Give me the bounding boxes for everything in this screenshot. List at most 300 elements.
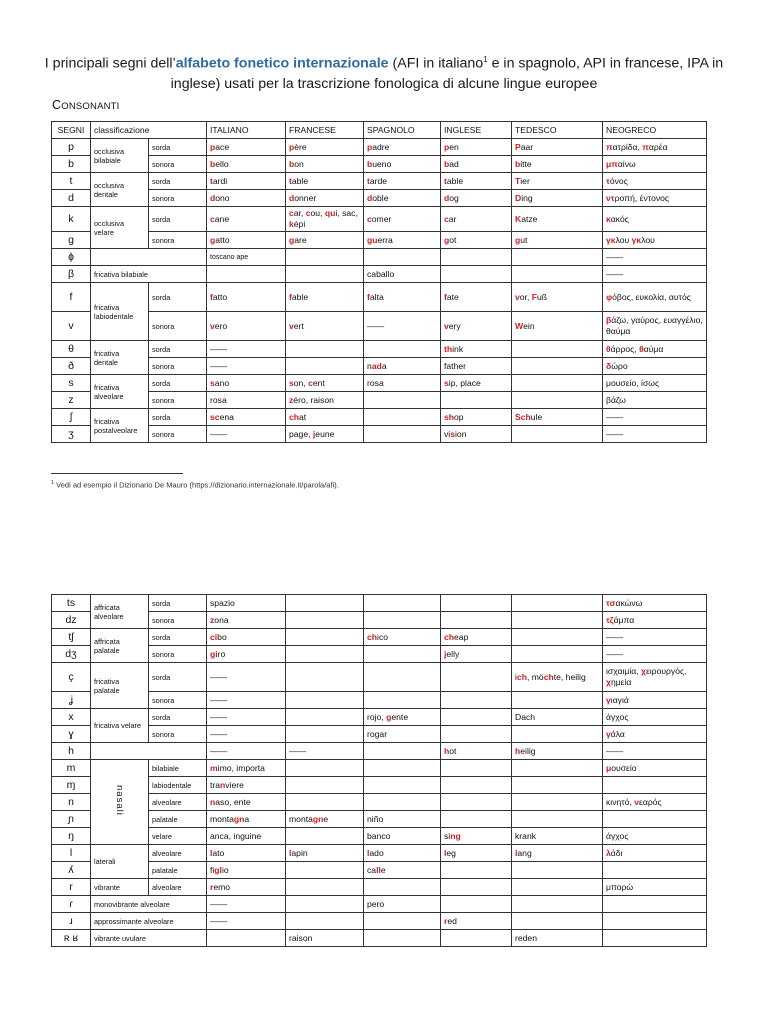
example-cell: dono <box>207 190 286 207</box>
example-cell <box>441 392 512 409</box>
example-cell: Schule <box>512 409 603 426</box>
header-inglese: INGLESE <box>441 122 512 139</box>
highlighted-grapheme: W <box>515 320 524 331</box>
highlighted-grapheme: b <box>515 158 521 169</box>
highlighted-grapheme: ch <box>367 631 378 642</box>
highlighted-grapheme: gu <box>367 234 378 245</box>
example-cell <box>512 392 603 409</box>
voicing-cell: sorda <box>149 375 207 392</box>
example-cell <box>286 692 364 709</box>
example-cell <box>441 811 512 828</box>
highlighted-grapheme: ch <box>444 631 455 642</box>
table-row <box>52 612 707 629</box>
ipa-symbol: ɣ <box>52 726 91 743</box>
highlighted-grapheme: t <box>210 175 213 186</box>
ipa-symbol: θ <box>52 341 91 358</box>
table-row <box>52 266 707 283</box>
highlighted-grapheme: κ <box>606 213 611 224</box>
place-cell: alveolare <box>149 794 207 811</box>
example-cell <box>512 358 603 375</box>
table-row <box>52 207 707 232</box>
ipa-symbol: ʒ <box>52 426 91 443</box>
classification-cell: fricativa palatale <box>91 663 149 709</box>
example-cell: got <box>441 232 512 249</box>
highlighted-grapheme: F <box>531 291 537 302</box>
table-row <box>52 794 707 811</box>
highlighted-grapheme: v <box>210 320 215 331</box>
highlighted-grapheme: ν <box>634 796 640 807</box>
header-neogreco: NEOGRECO <box>603 122 707 139</box>
title-text: e in spagnolo, API in francese, IPA in inglese) usati per la trascrizione fonologica di alcune lingue europee <box>170 55 724 92</box>
highlighted-grapheme: δ <box>606 360 612 371</box>
table-row <box>52 409 707 426</box>
highlighted-grapheme: qu <box>324 208 336 218</box>
example-cell <box>512 612 603 629</box>
example-cell <box>364 612 441 629</box>
classification-cell <box>91 760 149 845</box>
place-cell: palatale <box>149 862 207 879</box>
highlighted-grapheme: λ <box>606 847 611 858</box>
footnote-marker: 1 <box>483 55 488 64</box>
voicing-cell: sorda <box>149 629 207 646</box>
ipa-symbol: n <box>52 794 91 811</box>
consonants-table-1 <box>51 121 707 443</box>
example-cell <box>364 930 441 947</box>
highlighted-grapheme: gi <box>210 648 218 659</box>
example-cell: cheap <box>441 629 512 646</box>
voicing-cell: sonora <box>149 190 207 207</box>
highlighted-grapheme: f <box>444 291 447 302</box>
example-cell: ντροπή, έντονος <box>603 190 707 207</box>
example-cell <box>441 692 512 709</box>
highlighted-grapheme: τσ <box>606 597 616 608</box>
example-cell: spazio <box>207 595 286 612</box>
table-row <box>52 249 707 266</box>
highlighted-grapheme: v <box>289 320 294 331</box>
example-cell: very <box>441 312 512 341</box>
example-cell: —— <box>603 629 707 646</box>
example-cell: reden <box>512 930 603 947</box>
classification-cell: occlusiva bilabiale <box>91 139 149 173</box>
example-cell: μπαίνω <box>603 156 707 173</box>
classification-cell: fricativa dentale <box>91 341 149 375</box>
header-italiano: ITALIANO <box>207 122 286 139</box>
example-cell <box>207 266 286 283</box>
example-cell: vision <box>441 426 512 443</box>
example-cell <box>364 426 441 443</box>
header-segni: SEGNI <box>52 122 91 139</box>
example-cell: leg <box>441 845 512 862</box>
voicing-cell: sonora <box>149 692 207 709</box>
example-cell: πατρίδα, παρέα <box>603 139 707 156</box>
highlighted-grapheme: μπ <box>606 158 618 169</box>
example-cell <box>512 811 603 828</box>
example-cell: cane <box>207 207 286 232</box>
example-cell: —— <box>207 341 286 358</box>
example-cell <box>207 930 286 947</box>
example-cell: naso, ente <box>207 794 286 811</box>
table-row <box>52 426 707 443</box>
highlighted-grapheme: γ <box>606 694 611 705</box>
example-cell: calle <box>364 862 441 879</box>
example-cell: sing <box>441 828 512 845</box>
ipa-symbol: tʃ <box>52 629 91 646</box>
ipa-symbol: ɱ <box>52 777 91 794</box>
example-cell: donner <box>286 190 364 207</box>
highlighted-grapheme: sh <box>444 411 455 422</box>
example-cell: —— <box>207 896 286 913</box>
example-cell <box>286 663 364 692</box>
place-cell: alveolare <box>149 845 207 862</box>
highlighted-grapheme: φ <box>606 291 613 302</box>
ipa-symbol: dʒ <box>52 646 91 663</box>
example-cell: bad <box>441 156 512 173</box>
example-cell: βάζω <box>603 392 707 409</box>
example-cell <box>364 595 441 612</box>
highlighted-grapheme: T <box>515 175 521 186</box>
voicing-cell: sorda <box>149 173 207 190</box>
example-cell: ισχαιμία, χειρουργός, χημεία <box>603 663 707 692</box>
example-cell <box>286 913 364 930</box>
place-cell: velare <box>149 828 207 845</box>
table-row <box>52 930 707 947</box>
highlighted-grapheme: g <box>515 234 521 245</box>
highlighted-grapheme: v <box>515 291 520 302</box>
ipa-symbol: ɡ <box>52 232 91 249</box>
classification-cell: fricativa alveolare <box>91 375 149 409</box>
example-cell: vert <box>286 312 364 341</box>
example-cell: banco <box>364 828 441 845</box>
table-row <box>52 913 707 930</box>
example-cell: montagna <box>207 811 286 828</box>
example-cell: ich, möchte, heilig <box>512 663 603 692</box>
example-cell: —— <box>603 646 707 663</box>
highlighted-grapheme: t <box>289 175 292 186</box>
example-cell: gare <box>286 232 364 249</box>
example-cell: raison <box>286 930 364 947</box>
example-cell <box>512 896 603 913</box>
example-cell: anca, inguine <box>207 828 286 845</box>
highlighted-grapheme: τζ <box>606 614 614 625</box>
highlighted-grapheme: l <box>367 847 370 858</box>
header-spagnolo: SPAGNOLO <box>364 122 441 139</box>
example-cell: τόνος <box>603 173 707 190</box>
example-cell <box>286 249 364 266</box>
table-row <box>52 358 707 375</box>
highlighted-grapheme: h <box>444 745 450 756</box>
example-cell <box>512 249 603 266</box>
highlighted-grapheme: ci <box>210 631 218 642</box>
voicing-cell: sonora <box>149 312 207 341</box>
example-cell <box>286 760 364 777</box>
example-cell <box>286 709 364 726</box>
table-row <box>52 595 707 612</box>
highlighted-grapheme: θ <box>606 343 611 354</box>
ipa-symbol: ʎ <box>52 862 91 879</box>
ipa-symbol: f <box>52 283 91 312</box>
ipa-symbol: t <box>52 173 91 190</box>
highlighted-grapheme: ad <box>371 360 382 371</box>
example-cell <box>512 913 603 930</box>
example-cell: —— <box>207 726 286 743</box>
highlighted-grapheme: s <box>289 377 294 388</box>
example-cell: —— <box>207 743 286 760</box>
example-cell <box>364 249 441 266</box>
example-cell: page, jeune <box>286 426 364 443</box>
header-row <box>52 122 707 139</box>
example-cell: Ding <box>512 190 603 207</box>
example-cell <box>286 341 364 358</box>
table-row <box>52 283 707 312</box>
highlighted-grapheme: c <box>210 213 215 224</box>
example-cell: bitte <box>512 156 603 173</box>
example-cell: —— <box>207 358 286 375</box>
example-cell <box>512 426 603 443</box>
example-cell <box>364 341 441 358</box>
highlighted-grapheme: d <box>444 192 450 203</box>
classification-cell: fricativa bilabiale <box>91 266 207 283</box>
title-highlight: alfabeto fonetico internazionale <box>175 55 389 72</box>
example-cell: pace <box>207 139 286 156</box>
example-cell <box>441 777 512 794</box>
table-row <box>52 862 707 879</box>
highlighted-grapheme: z <box>210 614 215 625</box>
highlighted-grapheme: c <box>305 208 311 218</box>
example-cell: vor, Fuß <box>512 283 603 312</box>
example-cell: dog <box>441 190 512 207</box>
voicing-cell: sorda <box>149 663 207 692</box>
table-row <box>52 232 707 249</box>
example-cell: car, cou, qui, sac, képi <box>286 207 364 232</box>
highlighted-grapheme: b <box>367 158 373 169</box>
header-classificazione: classificazione <box>91 122 207 139</box>
highlighted-grapheme: d <box>210 192 216 203</box>
highlighted-grapheme: b <box>210 158 216 169</box>
example-cell: bon <box>286 156 364 173</box>
table-row <box>52 190 707 207</box>
example-cell: θάρρος, θαύμα <box>603 341 707 358</box>
example-cell: μουσείο <box>603 760 707 777</box>
highlighted-grapheme: p <box>367 141 373 152</box>
ipa-symbol: z <box>52 392 91 409</box>
table-row <box>52 646 707 663</box>
ipa-symbol: d <box>52 190 91 207</box>
example-cell: rogar <box>364 726 441 743</box>
example-cell: άγχος <box>603 828 707 845</box>
classification-cell: monovibrante alveolare <box>91 896 207 913</box>
example-cell: τσακώνω <box>603 595 707 612</box>
example-cell: montagne <box>286 811 364 828</box>
voicing-cell: sorda <box>149 409 207 426</box>
example-cell <box>364 646 441 663</box>
highlighted-grapheme: π <box>606 141 613 152</box>
ipa-symbol: h <box>52 743 91 760</box>
ipa-symbol: ʃ <box>52 409 91 426</box>
example-cell: figlio <box>207 862 286 879</box>
example-cell: père <box>286 139 364 156</box>
highlighted-grapheme: r <box>210 881 214 892</box>
example-cell <box>286 595 364 612</box>
voicing-cell: sorda <box>149 283 207 312</box>
example-cell: lato <box>207 845 286 862</box>
ipa-symbol: l <box>52 845 91 862</box>
example-cell <box>286 794 364 811</box>
example-cell: father <box>441 358 512 375</box>
example-cell: άγχος <box>603 709 707 726</box>
example-cell: giro <box>207 646 286 663</box>
example-cell <box>286 266 364 283</box>
example-cell: sip, place <box>441 375 512 392</box>
classification-cell: vibrante uvulare <box>91 930 207 947</box>
highlighted-grapheme: k <box>289 219 294 229</box>
highlighted-grapheme: ch <box>516 671 527 682</box>
example-cell <box>286 726 364 743</box>
example-cell <box>364 692 441 709</box>
highlighted-grapheme: sc <box>210 411 220 422</box>
example-cell: rosa <box>364 375 441 392</box>
highlighted-grapheme: m <box>210 762 218 773</box>
highlighted-grapheme: π <box>642 141 649 152</box>
highlighted-grapheme: gn <box>233 813 245 824</box>
example-cell: —— <box>603 266 707 283</box>
example-cell: tardi <box>207 173 286 190</box>
table-row <box>52 341 707 358</box>
example-cell: μουσείο, ίσως <box>603 375 707 392</box>
ipa-symbol: ɾ <box>52 896 91 913</box>
ipa-symbol: ʝ <box>52 692 91 709</box>
example-cell: gatto <box>207 232 286 249</box>
example-cell <box>441 595 512 612</box>
table-row <box>52 896 707 913</box>
highlighted-grapheme: b <box>289 158 295 169</box>
example-cell: falta <box>364 283 441 312</box>
highlighted-grapheme: f <box>367 291 370 302</box>
highlighted-grapheme: ch <box>543 671 554 682</box>
example-cell <box>364 760 441 777</box>
highlighted-grapheme: s <box>210 377 215 388</box>
table-row <box>52 726 707 743</box>
example-cell <box>286 777 364 794</box>
table-row <box>52 663 707 692</box>
highlighted-grapheme: τ <box>606 175 610 186</box>
example-cell: lang <box>512 845 603 862</box>
header-francese: FRANCESE <box>286 122 364 139</box>
table-row <box>52 692 707 709</box>
example-cell <box>441 794 512 811</box>
example-cell: lado <box>364 845 441 862</box>
highlighted-grapheme: c <box>444 213 449 224</box>
example-cell: —— <box>207 709 286 726</box>
ipa-symbol: ɸ <box>52 249 91 266</box>
highlighted-grapheme: g <box>444 234 450 245</box>
highlighted-grapheme: ch <box>289 411 300 422</box>
example-cell <box>286 629 364 646</box>
example-cell <box>603 930 707 947</box>
example-cell <box>364 663 441 692</box>
example-cell: bueno <box>364 156 441 173</box>
example-cell: Dach <box>512 709 603 726</box>
ipa-symbol: b <box>52 156 91 173</box>
voicing-cell: sorda <box>149 341 207 358</box>
example-cell <box>441 663 512 692</box>
classification-cell: affricata alveolare <box>91 595 149 629</box>
example-cell: red <box>441 913 512 930</box>
example-cell: chat <box>286 409 364 426</box>
ipa-symbol: ð <box>52 358 91 375</box>
example-cell: zéro, raison <box>286 392 364 409</box>
ipa-symbol: v <box>52 312 91 341</box>
example-cell <box>286 862 364 879</box>
example-cell: scena <box>207 409 286 426</box>
example-cell: βάζω, γαύρος, ευαγγέλιο, θαύμα <box>603 312 707 341</box>
example-cell: think <box>441 341 512 358</box>
highlighted-grapheme: p <box>210 141 216 152</box>
classification-cell: occlusiva velare <box>91 207 149 249</box>
example-cell: heilig <box>512 743 603 760</box>
example-cell: tarde <box>364 173 441 190</box>
highlighted-grapheme: th <box>444 343 453 354</box>
footnote-separator <box>51 473 183 474</box>
table-row <box>52 879 707 896</box>
classification-cell: approssimante alveolare <box>91 913 207 930</box>
example-cell: shop <box>441 409 512 426</box>
example-cell <box>512 692 603 709</box>
nasali-label: nasali <box>114 785 125 816</box>
highlighted-grapheme: P <box>515 141 521 152</box>
highlighted-grapheme: j <box>444 648 447 659</box>
highlighted-grapheme: K <box>515 213 522 224</box>
highlighted-grapheme: p <box>444 141 450 152</box>
example-cell <box>512 341 603 358</box>
ipa-symbol: dz <box>52 612 91 629</box>
example-cell: fatto <box>207 283 286 312</box>
classification-cell: affricata palatale <box>91 629 149 663</box>
highlighted-grapheme: n <box>220 779 226 790</box>
table-row <box>52 173 707 190</box>
voicing-cell: sorda <box>149 709 207 726</box>
table-row <box>52 760 707 777</box>
highlighted-grapheme: gn <box>312 813 324 824</box>
example-cell: doble <box>364 190 441 207</box>
title-text: (AFI in italiano <box>388 55 484 72</box>
highlighted-grapheme: Sch <box>515 411 531 422</box>
example-cell: table <box>441 173 512 190</box>
table-row <box>52 845 707 862</box>
table-row <box>52 743 707 760</box>
example-cell: —— <box>207 426 286 443</box>
place-cell: alveolare <box>149 879 207 896</box>
example-cell: hot <box>441 743 512 760</box>
highlighted-grapheme: s <box>444 377 449 388</box>
example-cell: krank <box>512 828 603 845</box>
example-cell: padre <box>364 139 441 156</box>
example-cell: rosa <box>207 392 286 409</box>
highlighted-grapheme: ντ <box>606 192 615 203</box>
voicing-cell: sorda <box>149 207 207 232</box>
ipa-symbol: r <box>52 879 91 896</box>
example-cell: fate <box>441 283 512 312</box>
example-cell <box>512 595 603 612</box>
example-cell <box>603 811 707 828</box>
voicing-cell: sonora <box>149 646 207 663</box>
example-cell <box>603 913 707 930</box>
example-cell <box>512 777 603 794</box>
voicing-cell: sonora <box>149 726 207 743</box>
table-row <box>52 392 707 409</box>
example-cell <box>603 896 707 913</box>
ipa-symbol: ç <box>52 663 91 692</box>
example-cell: λάδι <box>603 845 707 862</box>
